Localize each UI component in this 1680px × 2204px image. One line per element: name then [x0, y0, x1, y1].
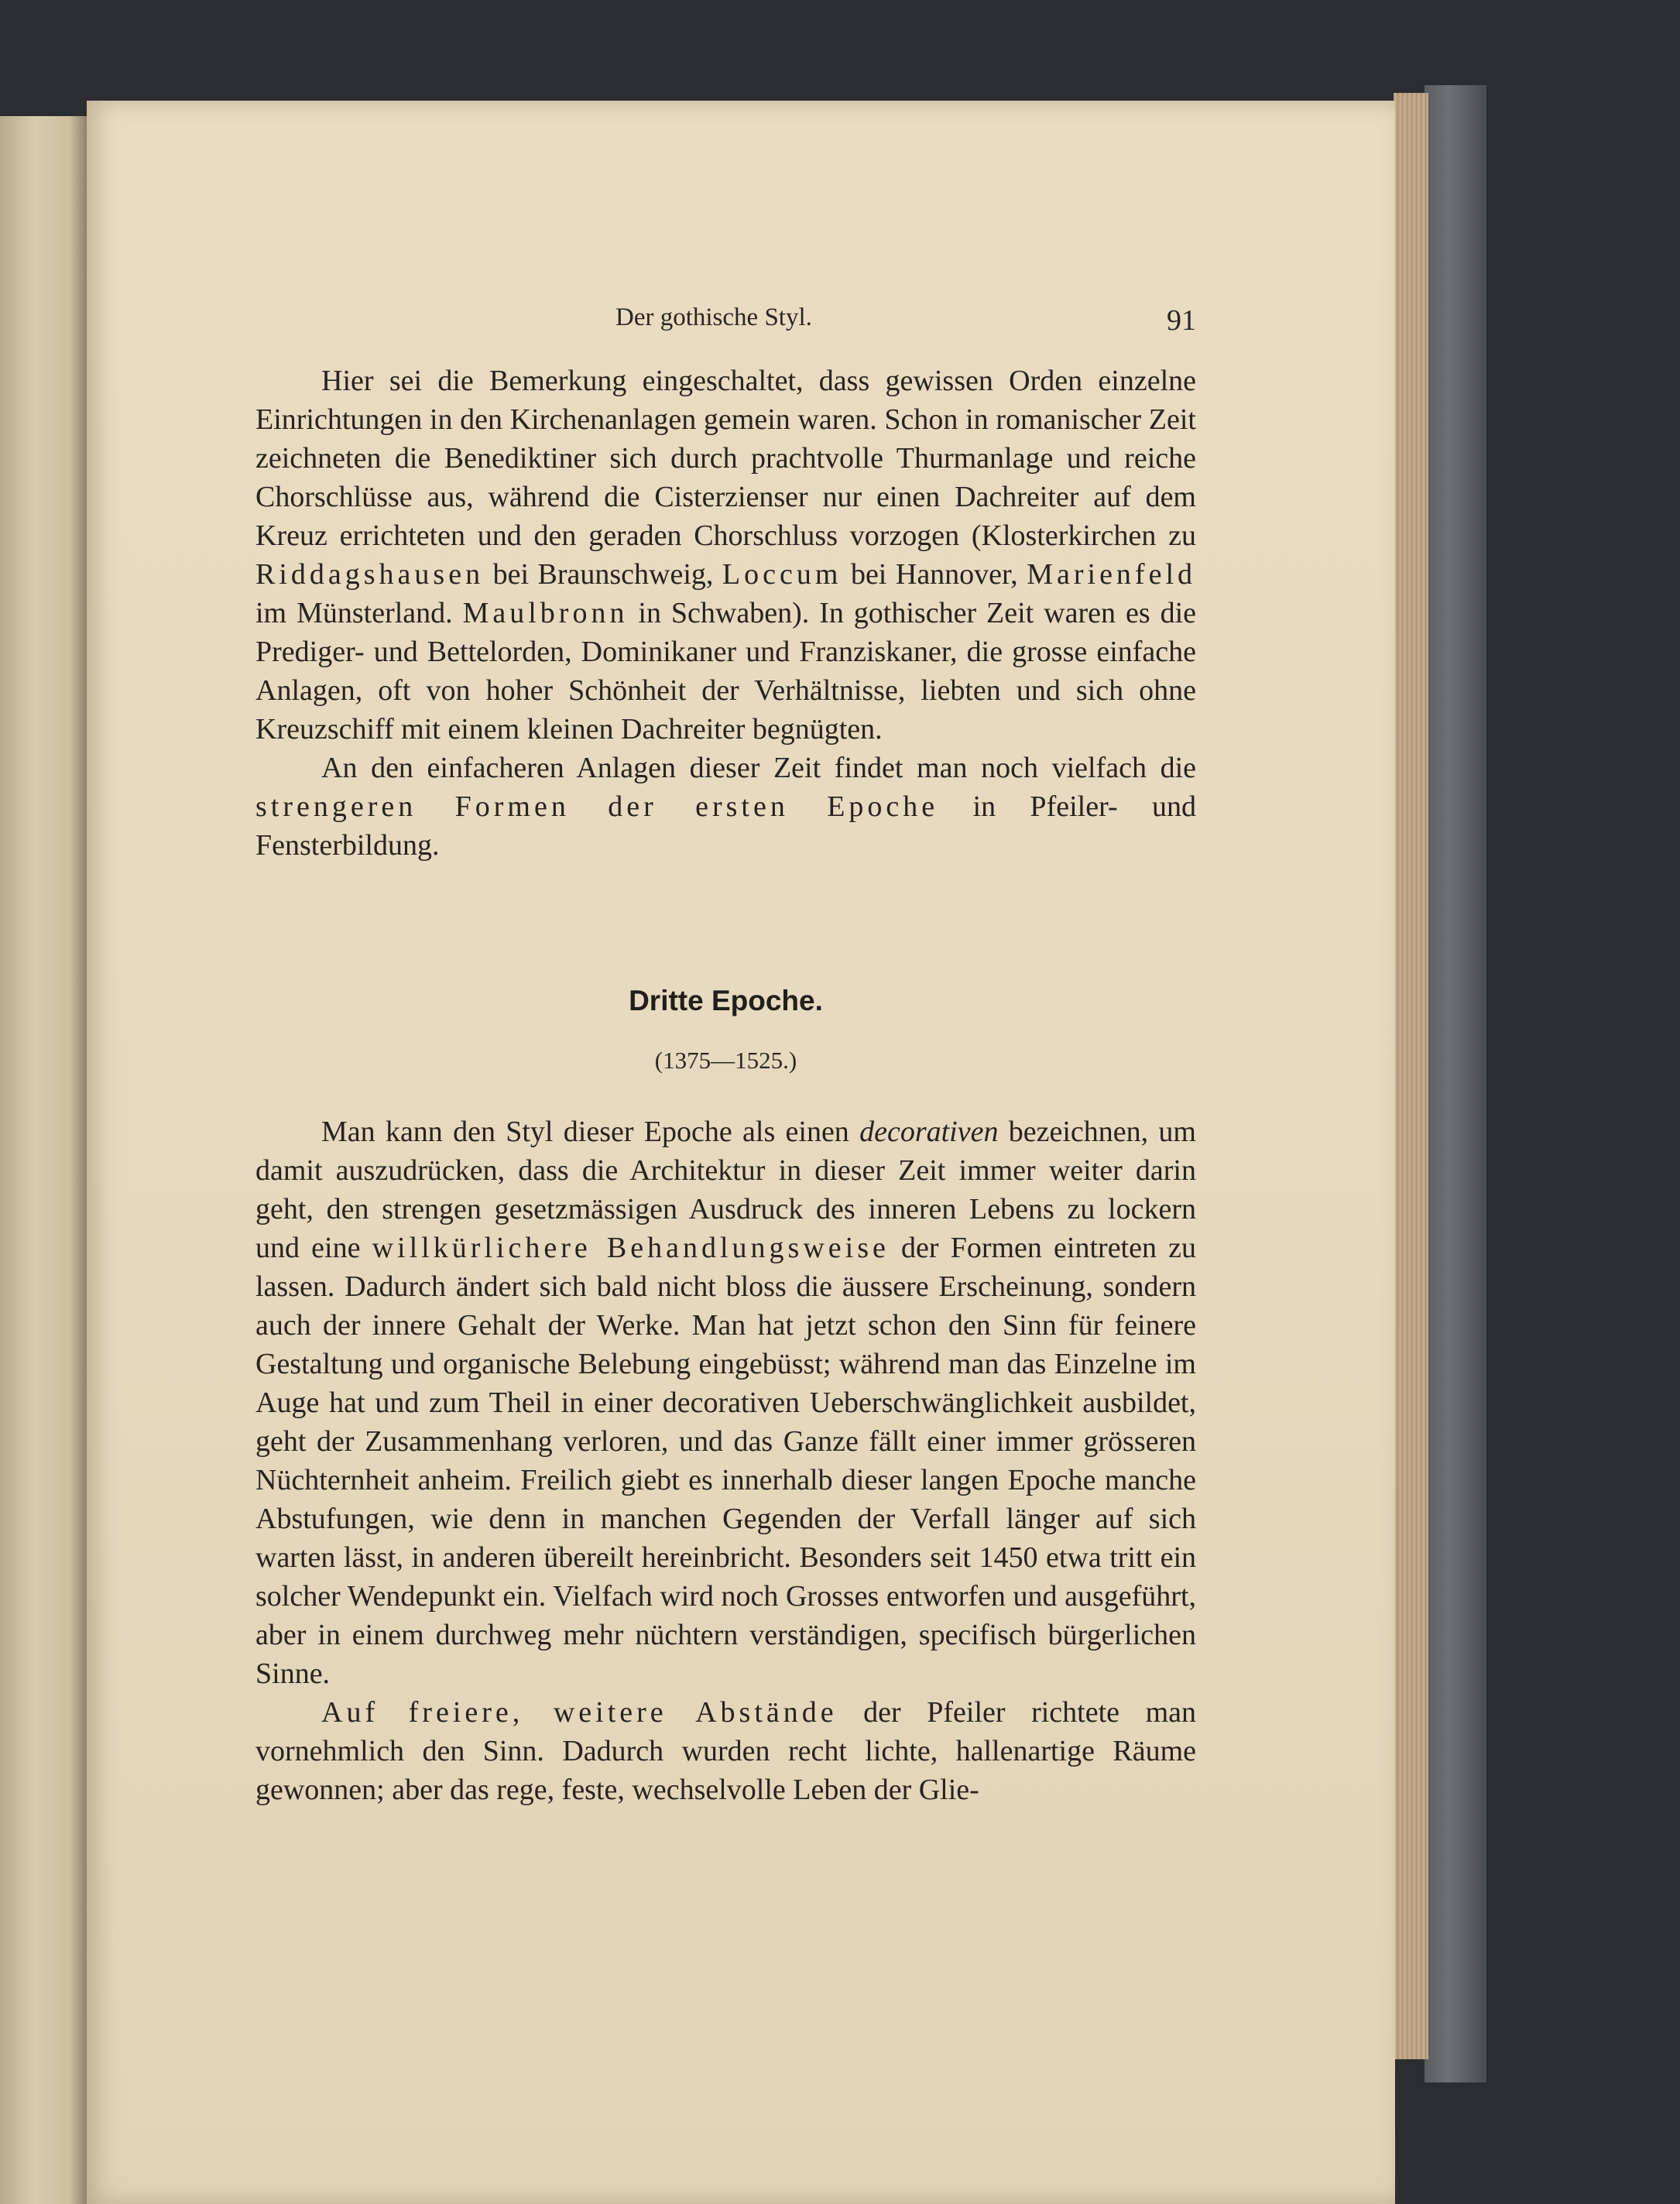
- paragraph-pillar-spacing: Auf freiere, weitere Abstände der Pfeiler richtete man vornehmlich den Sinn. Dadurch wurden recht lichte, hallenartige Räume gewonnen; aber das rege, feste, wechselvolle Leben der Glie-: [255, 1696, 1196, 1806]
- paragraph-simpler-plans: An den einfacheren Anlagen dieser Zeit findet man noch vielfach die strengeren Formen der ersten Epoche in Pfeiler- und Fensterbildung.: [255, 752, 1196, 862]
- section-two-text: [255, 1112, 1196, 1809]
- section-dates: (1375—1525.): [654, 1047, 797, 1074]
- page-stack-edge: [1394, 93, 1428, 2059]
- facing-page-edge: [0, 116, 87, 2204]
- page-number: 91: [1167, 304, 1196, 337]
- section-one-text: [255, 362, 1196, 865]
- book-cover-edge: [1425, 85, 1486, 2082]
- section-heading: Dritte Epoche.: [629, 985, 823, 1016]
- running-head-title: Der gothische Styl.: [615, 303, 812, 331]
- running-head: [255, 303, 1196, 342]
- paragraph-decorative-style: Man kann den Styl dieser Epoche als einen decorativen bezeichnen, um damit auszudrücken, dass die Architektur in dieser Zeit immer weiter darin geht, den strengen gesetzmässigen Ausdruck des inneren Lebens zu lockern und eine willkürlichere Behandlungsweise der Formen eintreten zu lassen. Dadurch ändert sich bald nicht bloss die äussere Erscheinung, sondern auch der innere Gehalt der Werke. Man hat jetzt schon den Sinn für feinere Gestaltung und organische Belebung eingebüsst; während man das Einzelne im Auge hat und zum Theil in einer decorativen Ueberschwänglichkeit ausbildet, geht der Zusammenhang verloren, und das Ganze fällt einer immer grösseren Nüchternheit anheim. Freilich giebt es innerhalb dieser langen Epoche manche Abstufungen, wie denn in manchen Gegenden der Verfall länger auf sich warten lässt, in anderen übereilt hereinbricht. Besonders seit 1450 etwa tritt ein solcher Wendepunkt ein. Vielfach wird noch Grosses entworfen und ausgeführt, aber in einem durchweg mehr nüchtern verständigen, specifisch bürgerlichen Sinne.: [255, 1116, 1196, 1690]
- paragraph-orders: Hier sei die Bemerkung eingeschaltet, dass gewissen Orden einzelne Einrichtungen in den Kirchenanlagen gemein waren. Schon in romanischer Zeit zeichneten die Benediktiner sich durch prachtvolle Thurmanlage und reiche Chorschlüsse aus, während die Cisterzienser nur einen Dachreiter auf dem Kreuz errichteten und den geraden Chorschluss vorzogen (Klosterkirchen zu Riddagshausen bei Braunschweig, Loccum bei Hannover, Marienfeld im Münsterland. Maulbronn in Schwaben). In gothischer Zeit waren es die Prediger- und Bettelorden, Dominikaner und Franziskaner, die grosse einfache Anlagen, oft von hoher Schönheit der Verhältnisse, liebten und sich ohne Kreuzschiff mit einem kleinen Dachreiter begnügten.: [255, 365, 1197, 746]
